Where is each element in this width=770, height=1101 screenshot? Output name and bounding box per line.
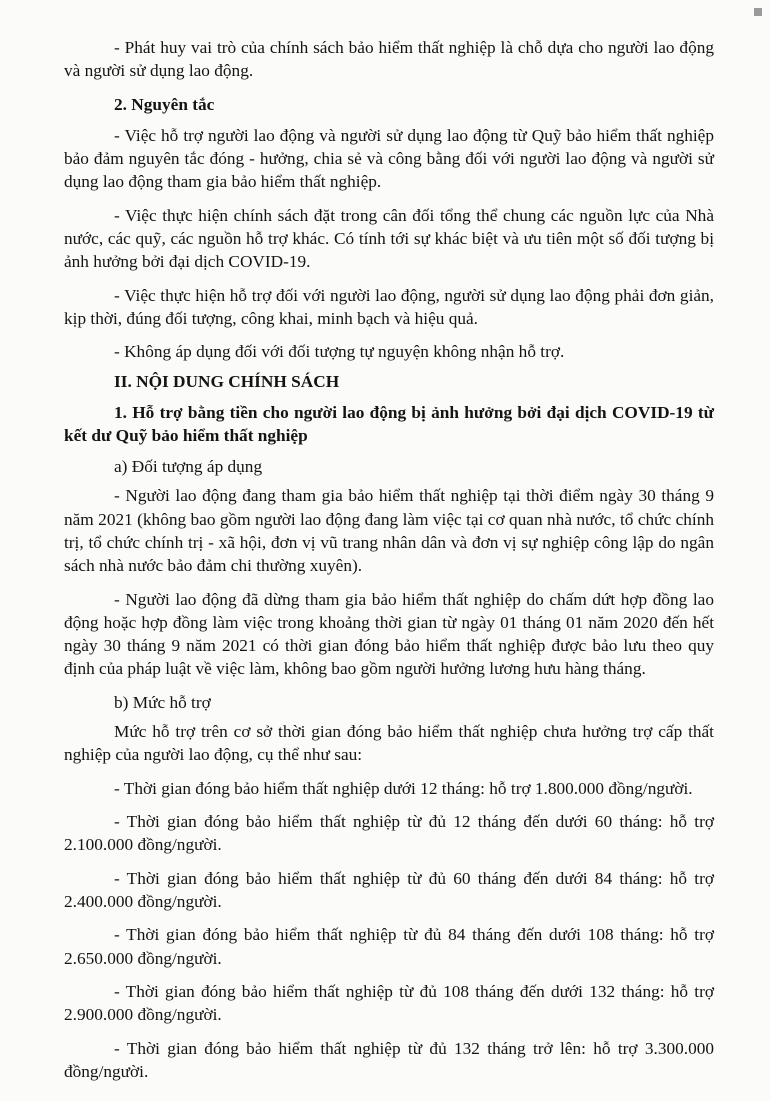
paragraph-level-2: - Thời gian đóng bảo hiểm thất nghiệp từ đủ 12 tháng đến dưới 60 tháng: hỗ trợ 2.100.000 đồng/người. (64, 812, 714, 855)
heading-cash-support: 1. Hỗ trợ bằng tiền cho người lao động bị ảnh hưởng bởi đại dịch COVID-19 từ kết dư Quỹ bảo hiểm thất nghiệp (64, 402, 714, 446)
paragraph-level-1: - Thời gian đóng bảo hiểm thất nghiệp dưới 12 tháng: hỗ trợ 1.800.000 đồng/người. (114, 778, 693, 798)
paragraph-level-5: - Thời gian đóng bảo hiểm thất nghiệp từ đủ 108 tháng đến dưới 132 tháng: hỗ trợ 2.900.000 đồng/người. (64, 982, 714, 1025)
heading-policy-content: II. NỘI DUNG CHÍNH SÁCH (114, 371, 340, 391)
paragraph-level-3: - Thời gian đóng bảo hiểm thất nghiệp từ đủ 60 tháng đến dưới 84 tháng: hỗ trợ 2.400.000 đồng/người. (64, 868, 714, 911)
scan-corner-mark (754, 8, 762, 16)
paragraph-role: - Phát huy vai trò của chính sách bảo hiểm thất nghiệp là chỗ dựa cho người lao động và người sử dụng lao động. (64, 38, 714, 81)
subheading-target: a) Đối tượng áp dụng (114, 457, 263, 477)
paragraph-target-2: - Người lao động đã dừng tham gia bảo hiểm thất nghiệp do chấm dứt hợp đồng lao động hoặc hợp đồng làm việc trong khoảng thời gian từ ngày 01 tháng 01 năm 2020 đến hết ngày 30 tháng 9 năm 2021 có thời gian đóng bảo hiểm thất nghiệp được bảo lưu theo quy định của pháp luật về việc làm, không bao gồm người hưởng lương hưu hàng tháng. (64, 589, 714, 679)
document-body (64, 36, 714, 1094)
paragraph-target-1: - Người lao động đang tham gia bảo hiểm thất nghiệp tại thời điểm ngày 30 tháng 9 năm 2021 (không bao gồm người lao động đang làm việc tại cơ quan nhà nước, tổ chức chính trị, tổ chức chính trị - xã hội, đơn vị vũ trang nhân dân và đơn vị sự nghiệp công lập do ngân sách nhà nước bảo đảm chi thường xuyên). (64, 486, 714, 576)
paragraph-support-basis: Mức hỗ trợ trên cơ sở thời gian đóng bảo hiểm thất nghiệp chưa hưởng trợ cấp thất nghiệp của người lao động, cụ thể như sau: (64, 721, 714, 765)
heading-principles: 2. Nguyên tắc (114, 94, 215, 114)
paragraph-principle-4: - Không áp dụng đối với đối tượng tự nguyện không nhận hỗ trợ. (114, 342, 565, 362)
paragraph-principle-1: - Việc hỗ trợ người lao động và người sử dụng lao động từ Quỹ bảo hiểm thất nghiệp bảo đảm nguyên tắc đóng - hưởng, chia sẻ và công bằng đối với người lao động và người sử dụng lao động tham gia bảo hiểm thất nghiệp. (64, 125, 714, 192)
paragraph-principle-3: - Việc thực hiện hỗ trợ đối với người lao động, người sử dụng lao động phải đơn giản, kịp thời, đúng đối tượng, công khai, minh bạch và hiệu quả. (64, 285, 714, 328)
paragraph-principle-2: - Việc thực hiện chính sách đặt trong cân đối tổng thể chung các nguồn lực của Nhà nước, các quỹ, các nguồn hỗ trợ khác. Có tính tới sự khác biệt và ưu tiên một số đối tượng bị ảnh hưởng bởi đại dịch COVID-19. (64, 205, 714, 272)
subheading-support-level: b) Mức hỗ trợ (114, 692, 211, 712)
paragraph-level-6: - Thời gian đóng bảo hiểm thất nghiệp từ đủ 132 tháng trở lên: hỗ trợ 3.300.000 đồng/người. (64, 1038, 714, 1082)
paragraph-level-4: - Thời gian đóng bảo hiểm thất nghiệp từ đủ 84 tháng đến dưới 108 tháng: hỗ trợ 2.650.000 đồng/người. (64, 925, 714, 968)
